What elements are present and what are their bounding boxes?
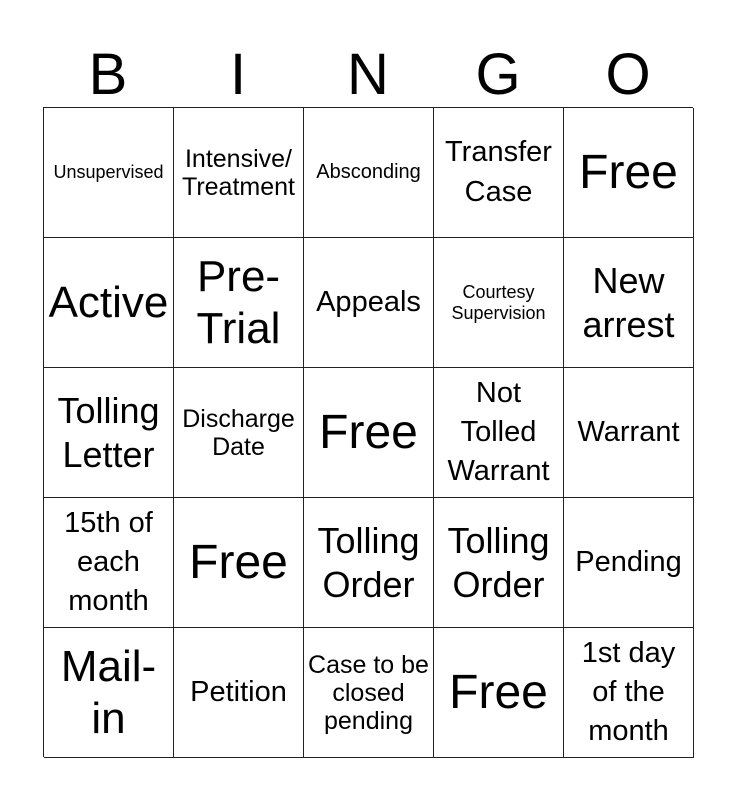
bingo-cell[interactable]: 15th of each month	[44, 498, 174, 628]
bingo-cell[interactable]: Not Tolled Warrant	[434, 368, 564, 498]
bingo-cell[interactable]: Unsupervised	[44, 108, 174, 238]
bingo-cell-free[interactable]: Free	[304, 368, 434, 498]
bingo-cell[interactable]: Pre-Trial	[174, 238, 304, 368]
bingo-cell[interactable]: 1st day of the month	[564, 628, 694, 758]
header-letter-n: N	[347, 42, 389, 107]
bingo-cell[interactable]: Tolling Order	[304, 498, 434, 628]
bingo-cell[interactable]: Appeals	[304, 238, 434, 368]
bingo-cell[interactable]: Active	[44, 238, 174, 368]
header-letter-b: B	[88, 42, 128, 107]
bingo-cell-free[interactable]: Free	[174, 498, 304, 628]
header-letter-g: G	[475, 42, 521, 107]
bingo-cell[interactable]: Petition	[174, 628, 304, 758]
bingo-cell[interactable]: New arrest	[564, 238, 694, 368]
bingo-cell[interactable]: Intensive/ Treatment	[174, 108, 304, 238]
bingo-cell[interactable]: Discharge Date	[174, 368, 304, 498]
header-letter-i: I	[229, 42, 247, 107]
bingo-cell[interactable]: Warrant	[564, 368, 694, 498]
bingo-cell[interactable]: Case to be closed pending	[304, 628, 434, 758]
bingo-cell[interactable]: Courtesy Supervision	[434, 238, 564, 368]
bingo-cell[interactable]: Tolling Letter	[44, 368, 174, 498]
bingo-header	[43, 40, 693, 110]
bingo-cell[interactable]: Tolling Order	[434, 498, 564, 628]
bingo-cell[interactable]: Absconding	[304, 108, 434, 238]
bingo-cell-free[interactable]: Free	[564, 108, 694, 238]
bingo-cell[interactable]: Transfer Case	[434, 108, 564, 238]
bingo-cell[interactable]: Mail-in	[44, 628, 174, 758]
bingo-cell-free[interactable]: Free	[434, 628, 564, 758]
bingo-cell[interactable]: Pending	[564, 498, 694, 628]
header-letter-o: O	[605, 42, 651, 107]
bingo-card-grid	[43, 107, 693, 757]
